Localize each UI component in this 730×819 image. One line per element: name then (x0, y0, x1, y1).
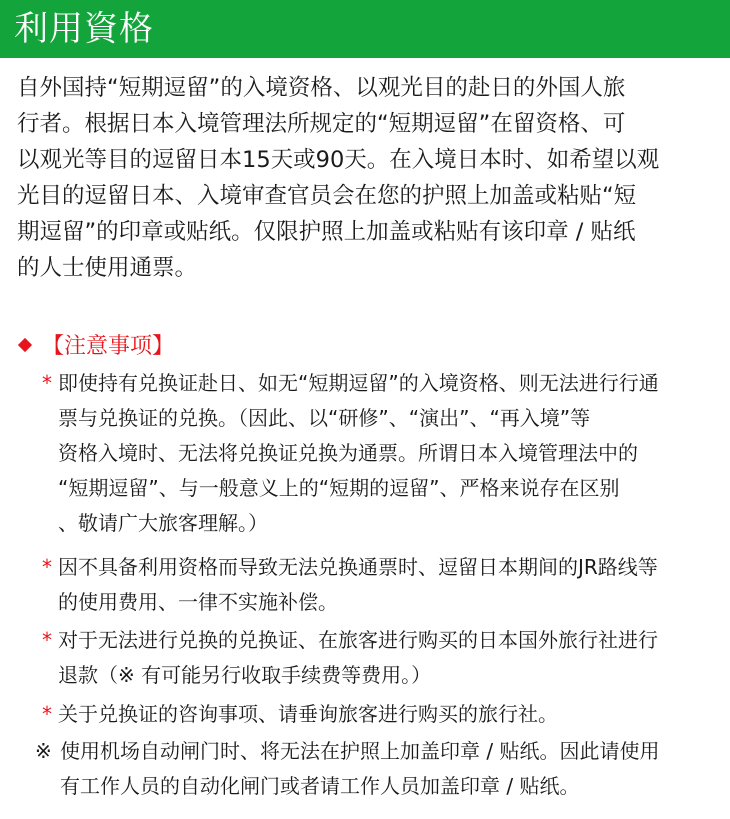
asterisk-icon: * (42, 628, 52, 652)
notice-item-text: 对于无法进行兑换的兑换证、在旅客进行购买的日本国外旅行社进行 退款（※ 有可能另行收取手续费等费用。） (58, 628, 658, 687)
notice-heading-label: 【注意事项】 (42, 334, 175, 359)
notice-item (42, 550, 722, 620)
eligibility-description: 自外国持“短期逗留”的入境资格、以观光目的赴日的外国人旅 行者。根据日本入境管理法所规定的“短期逗留”在留资格、可 以观光等目的逗留日本15天或90天。在入境日本时、如希望以观 光目的逗留日本、入境审查官员会在您的护照上加盖或粘贴“短 期逗留”的印章或贴纸。仅限护照上加盖或粘贴有该印章 / 贴纸 的人士使用通票。 (17, 75, 660, 281)
notice-item (42, 366, 722, 541)
asterisk-icon: * (42, 555, 52, 579)
reference-mark-icon: ※ (35, 739, 52, 763)
notice-item (35, 734, 725, 804)
notice-item-text: 即使持有兑换证赴日、如无“短期逗留”的入境资格、则无法进行行通 票与兑换证的兑换。（因此、以“研修”、“演出”、“再入境”等 资格入境时、无法将兑换证兑换为通票。所谓日本入境管理法中的 “短期逗留”、与一般意义上的“短期的逗留”、严格来说存在区别 、敬请广大旅客理解。） (58, 371, 659, 535)
notice-item-text: 关于兑换证的咨询事项、请垂询旅客进行购买的旅行社。 (58, 702, 558, 726)
notice-item-text: 使用机场自动闸门时、将无法在护照上加盖印章 / 贴纸。因此请使用 有工作人员的自动化闸门或者请工作人员加盖印章 / 贴纸。 (60, 739, 660, 798)
asterisk-icon: * (42, 702, 52, 726)
notice-item (42, 623, 722, 693)
notice-item-text: 因不具备利用资格而导致无法兑换通票时、逗留日本期间的JR路线等 的使用费用、一律不实施补偿。 (58, 555, 658, 614)
notice-item (42, 697, 722, 732)
section-title: 利用資格 (0, 0, 730, 58)
asterisk-icon: * (42, 371, 52, 395)
diamond-bullet-icon (18, 338, 32, 352)
notice-heading (17, 329, 174, 365)
